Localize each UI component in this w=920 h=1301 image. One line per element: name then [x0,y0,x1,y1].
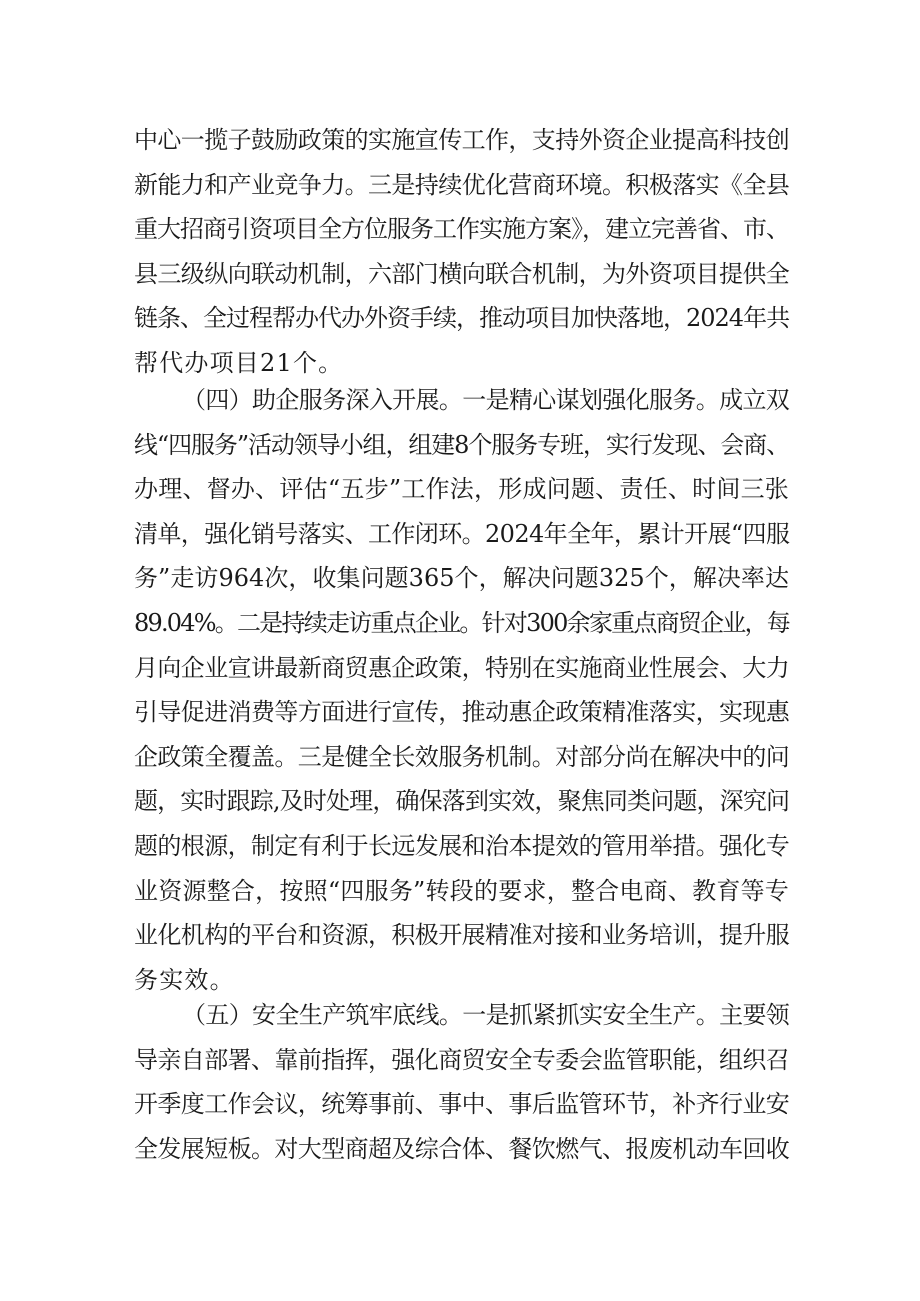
text-line: 企政策全覆盖。三是健全长效服务机制。对部分尚在解决中的问 [134,742,790,771]
text-line: 业资源整合，按照“四服务”转段的要求，整合电商、教育等专 [134,876,789,905]
text-line: 办理、督办、评估“五步”工作法，形成问题、责任、时间三张 [134,475,789,504]
text-line: 务”走访964次，收集问题365个，解决问题325个，解决率达 [134,564,789,593]
text-line: 题，实时跟踪,及时处理，确保落到实效，聚焦同类问题，深究问 [134,787,789,816]
text-line: 全发展短板。对大型商超及综合体、餐饮燃气、报废机动车回收 [134,1134,790,1163]
text-line: （四）助企服务深入开展。一是精心谋划强化服务。成立双 [182,386,789,414]
text-line: （五）安全生产筑牢底线。一是抓紧抓实安全生产。主要领 [182,1001,789,1029]
text-line: 清单，强化销号落实、工作闭环。2024年全年，累计开展“四服 [134,519,790,548]
text-line: 业化机构的平台和资源，积极开展精准对接和业务培训，提升服 [134,921,790,950]
text-line: 开季度工作会议，统筹事前、事中、事后监管环节，补齐行业安 [134,1090,790,1119]
text-line: 县三级纵向联动机制，六部门横向联合机制，为外资项目提供全 [134,259,790,288]
text-line: 务实效。 [134,965,235,994]
text-line: 新能力和产业竞争力。三是持续优化营商环境。积极落实《全县 [134,170,790,199]
paragraph-production-safety [134,993,789,1171]
text-line: 线“四服务”活动领导小组，组建8个服务专班，实行发现、会商、 [134,430,789,459]
text-line: 引导促进消费等方面进行宣传，推动惠企政策精准落实，实现惠 [134,698,790,727]
text-line: 导亲自部署、靠前指挥，强化商贸安全专委会监管职能，组织召 [134,1045,790,1074]
text-line: 中心一揽子鼓励政策的实施宣传工作，支持外资企业提高科技创 [134,126,790,154]
paragraph-foreign-investment [134,118,789,386]
text-line: 帮代办项目21个。 [134,348,344,377]
text-line: 89.04%。二是持续走访重点企业。针对300余家重点商贸企业，每 [134,608,789,637]
text-line: 链条、全过程帮办代办外资手续，推动项目加快落地，2024年共 [134,304,790,333]
text-line: 题的根源，制定有利于长远发展和治本提效的管用举措。强化专 [134,831,790,860]
text-line: 月向企业宣讲最新商贸惠企政策，特别在实施商业性展会、大力 [134,653,790,682]
text-line: 重大招商引资项目全方位服务工作实施方案》，建立完善省、市、 [134,215,789,244]
paragraph-enterprise-service [134,378,789,1002]
